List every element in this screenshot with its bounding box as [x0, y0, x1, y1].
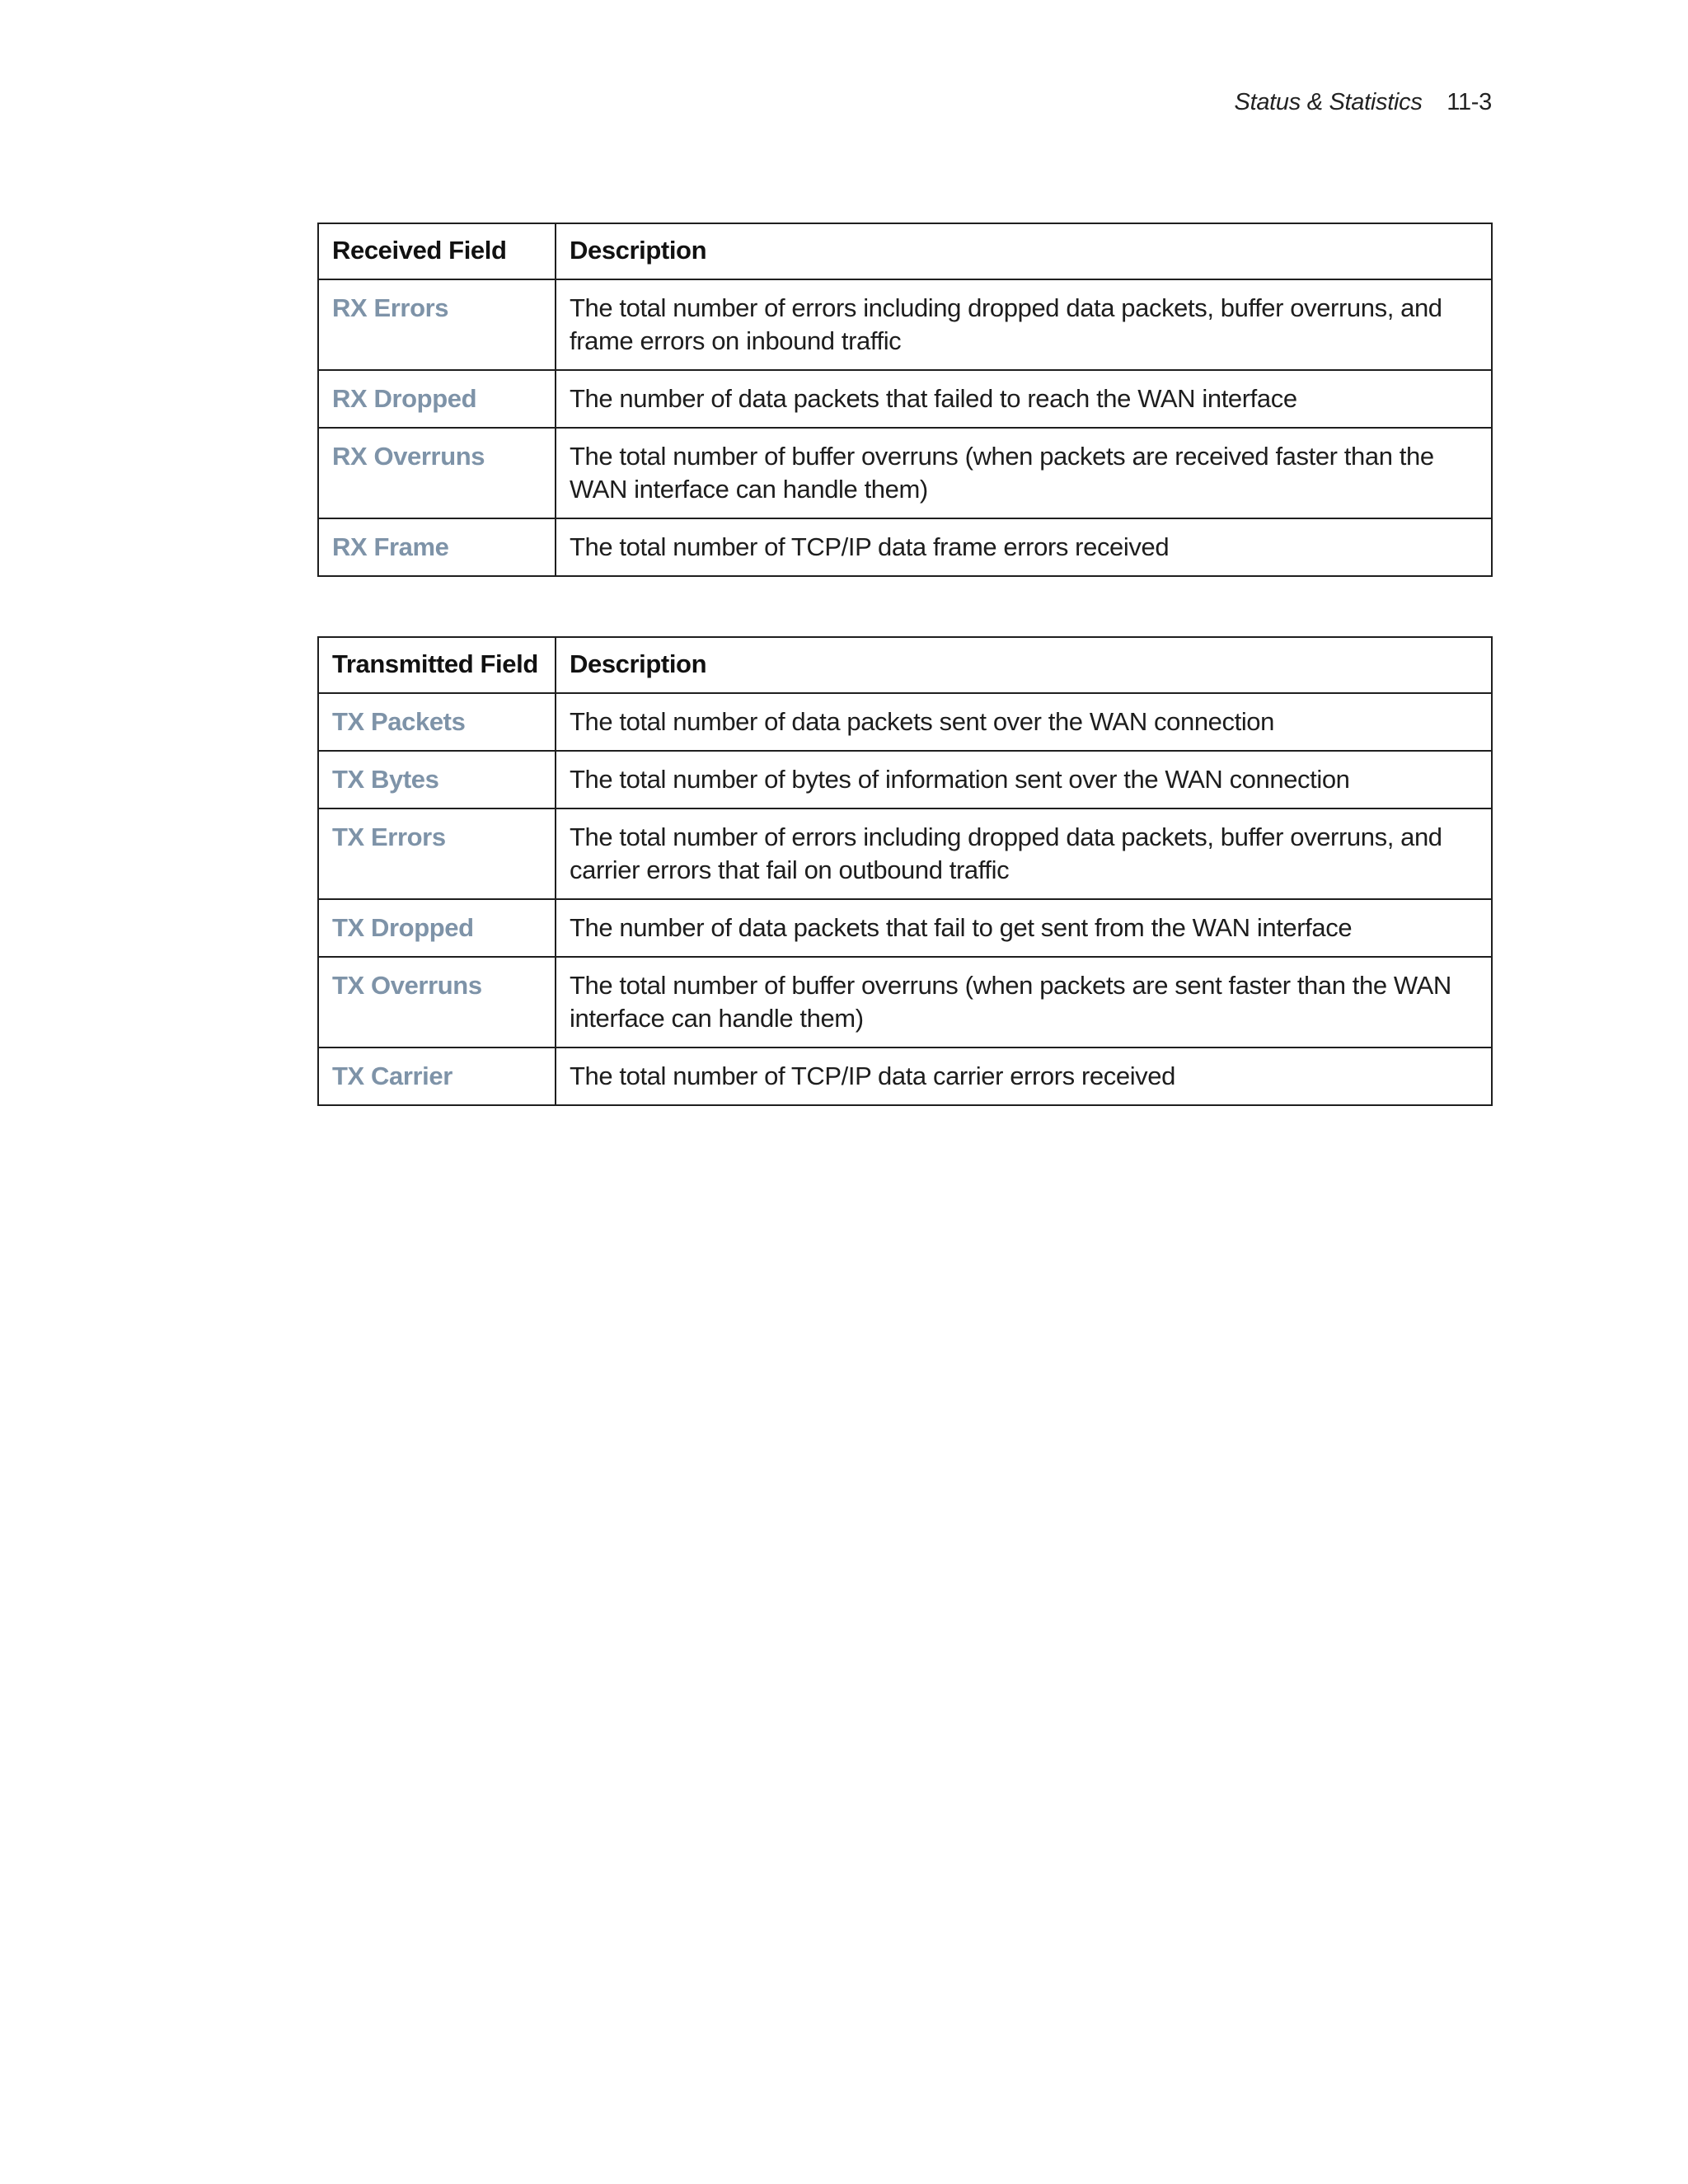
column-header-field: Received Field	[318, 223, 556, 279]
field-description: The total number of data packets sent over the WAN connection	[556, 693, 1492, 751]
table-row	[318, 370, 1492, 428]
table-row	[318, 693, 1492, 751]
running-header	[1154, 89, 1492, 116]
field-name: RX Dropped	[318, 370, 556, 428]
transmitted-field-table	[317, 636, 1493, 1106]
table-header-row	[318, 223, 1492, 279]
field-name: TX Dropped	[318, 899, 556, 957]
field-name: RX Frame	[318, 518, 556, 576]
column-header-field: Transmitted Field	[318, 637, 556, 693]
received-field-table	[317, 223, 1493, 577]
table-row	[318, 751, 1492, 808]
column-header-description: Description	[556, 637, 1492, 693]
field-name: TX Bytes	[318, 751, 556, 808]
field-description: The total number of errors including dropped data packets, buffer overruns, and carrier errors that fail on outbound traffic	[556, 808, 1492, 899]
field-name: TX Packets	[318, 693, 556, 751]
field-description: The total number of buffer overruns (when packets are sent faster than the WAN interface can handle them)	[556, 957, 1492, 1047]
table-row	[318, 899, 1492, 957]
table-header-row	[318, 637, 1492, 693]
field-description: The total number of buffer overruns (when packets are received faster than the WAN interface can handle them)	[556, 428, 1492, 518]
table-row	[318, 1047, 1492, 1105]
field-description: The number of data packets that failed to reach the WAN interface	[556, 370, 1492, 428]
table-row	[318, 279, 1492, 370]
table-row	[318, 957, 1492, 1047]
field-name: RX Overruns	[318, 428, 556, 518]
table-row	[318, 428, 1492, 518]
section-title: Status & Statistics	[1234, 89, 1423, 115]
page-number: 11-3	[1447, 89, 1492, 115]
field-description: The total number of bytes of information sent over the WAN connection	[556, 751, 1492, 808]
field-name: TX Overruns	[318, 957, 556, 1047]
table-row	[318, 808, 1492, 899]
field-description: The total number of errors including dropped data packets, buffer overruns, and frame errors on inbound traffic	[556, 279, 1492, 370]
field-name: TX Errors	[318, 808, 556, 899]
field-description: The total number of TCP/IP data frame errors received	[556, 518, 1492, 576]
field-description: The total number of TCP/IP data carrier errors received	[556, 1047, 1492, 1105]
field-description: The number of data packets that fail to get sent from the WAN interface	[556, 899, 1492, 957]
field-name: RX Errors	[318, 279, 556, 370]
table-row	[318, 518, 1492, 576]
column-header-description: Description	[556, 223, 1492, 279]
field-name: TX Carrier	[318, 1047, 556, 1105]
